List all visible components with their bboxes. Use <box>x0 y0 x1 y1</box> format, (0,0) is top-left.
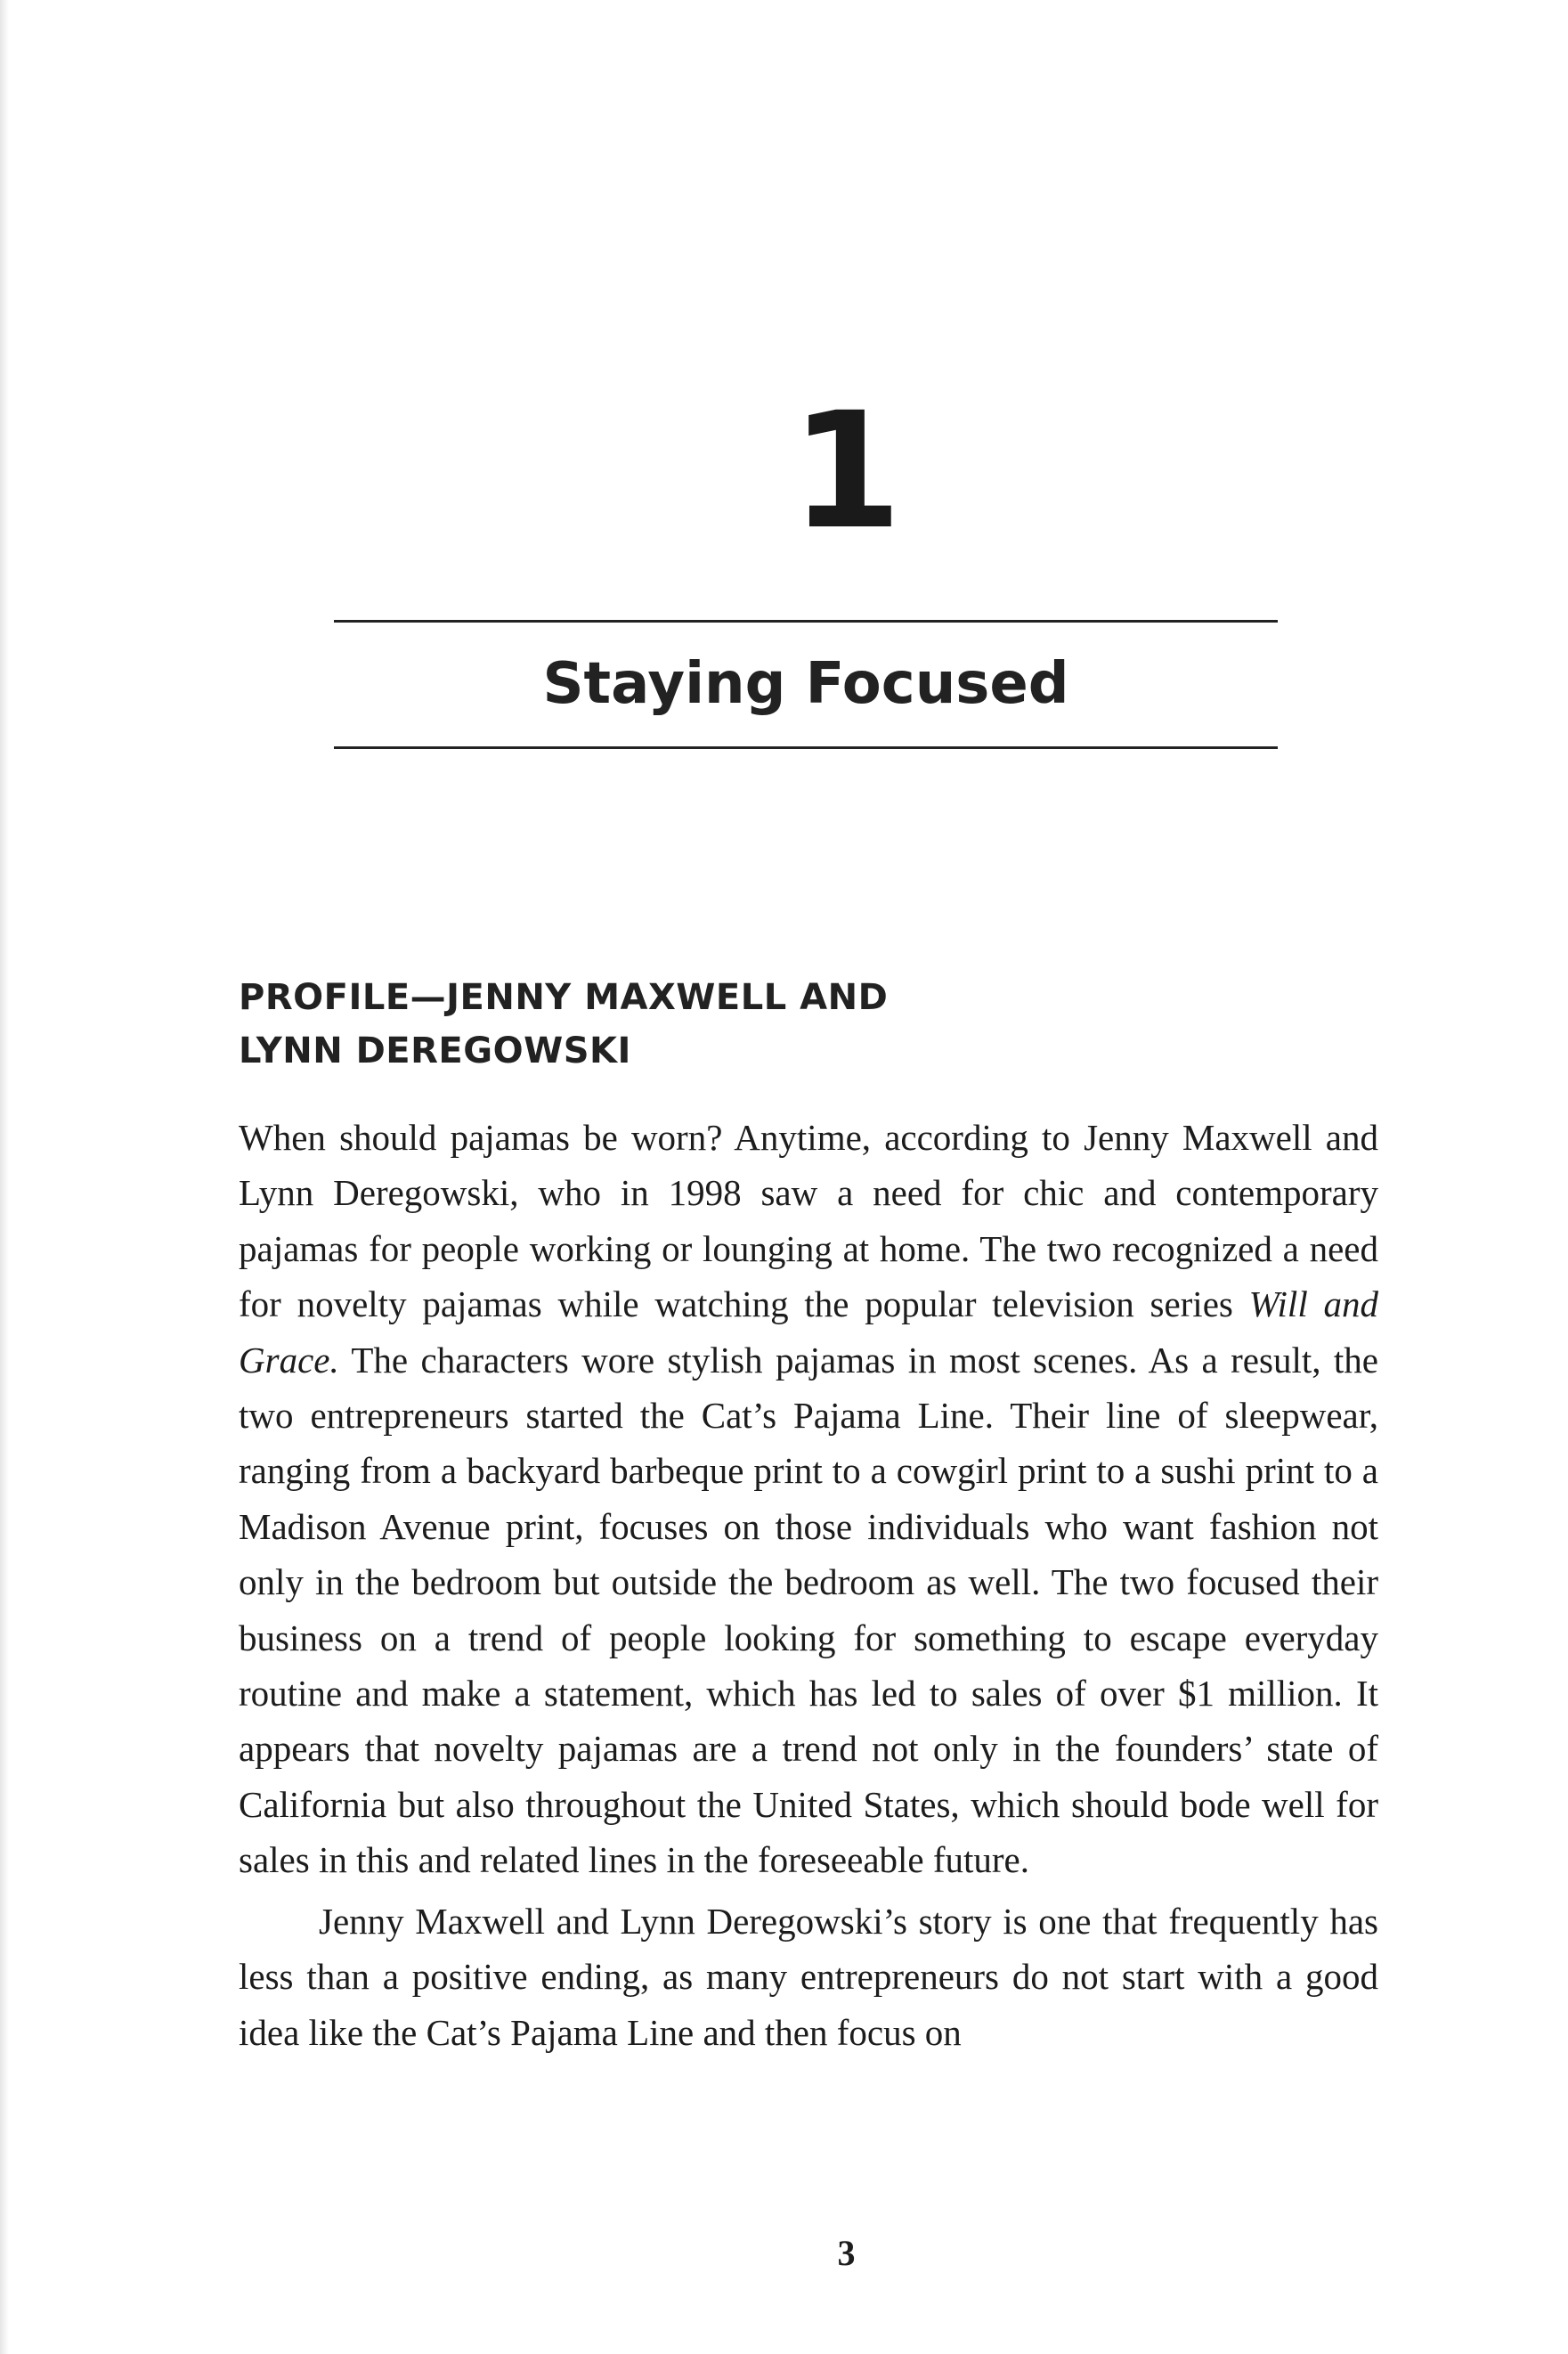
paragraph-1-part-1: When should pajamas be worn? Anytime, according to Jenny Maxwell and Lynn Deregowski, who in 1998 saw a need for chic and contemporary pajamas for people working or lounging at home. The two recognized a need for novelty pajamas while watching the popular television series <box>239 1117 1378 1325</box>
page-number: 3 <box>837 2233 856 2273</box>
title-rule-top <box>334 620 1278 623</box>
section-heading-line-1: PROFILE—JENNY MAXWELL AND <box>239 977 889 1018</box>
title-rule-bottom <box>334 746 1278 749</box>
paragraph-2: Jenny Maxwell and Lynn Deregowski’s story is one that frequently has less than a positive ending, as many entrepreneurs do not start with a good idea like the Cat’s Pajama Line and then focus on <box>239 1900 1378 2053</box>
section-heading-line-2: LYNN DEREGOWSKI <box>239 1030 631 1071</box>
scan-edge-shadow <box>0 0 9 2354</box>
paragraph-1 <box>239 1110 1378 1888</box>
chapter-title: Staying Focused <box>542 651 1069 717</box>
paragraph-1-part-2: The characters wore stylish pajamas in most scenes. As a result, the two entrepreneurs started the Cat’s Pajama Line. Their line of sleepwear, ranging from a backyard barbeque print to a cowgirl print to a sushi print to a Madison Avenue print, focuses on those individuals who want fashion not only in the bedroom but outside the bedroom as well. The two focused their business on a trend of people looking for something to escape everyday routine and make a statement, which has led to sales of over $1 million. It appears that novelty pajamas are a trend not only in the founders’ state of California but also throughout the United States, which should bode well for sales in this and related lines in the foreseeable future. <box>239 1339 1378 1881</box>
body-text <box>239 1110 1378 2060</box>
section-heading <box>239 971 1396 1078</box>
chapter-number: 1 <box>790 379 903 565</box>
paragraph-1-italic-title: Will and Grace. <box>239 1283 1378 1381</box>
